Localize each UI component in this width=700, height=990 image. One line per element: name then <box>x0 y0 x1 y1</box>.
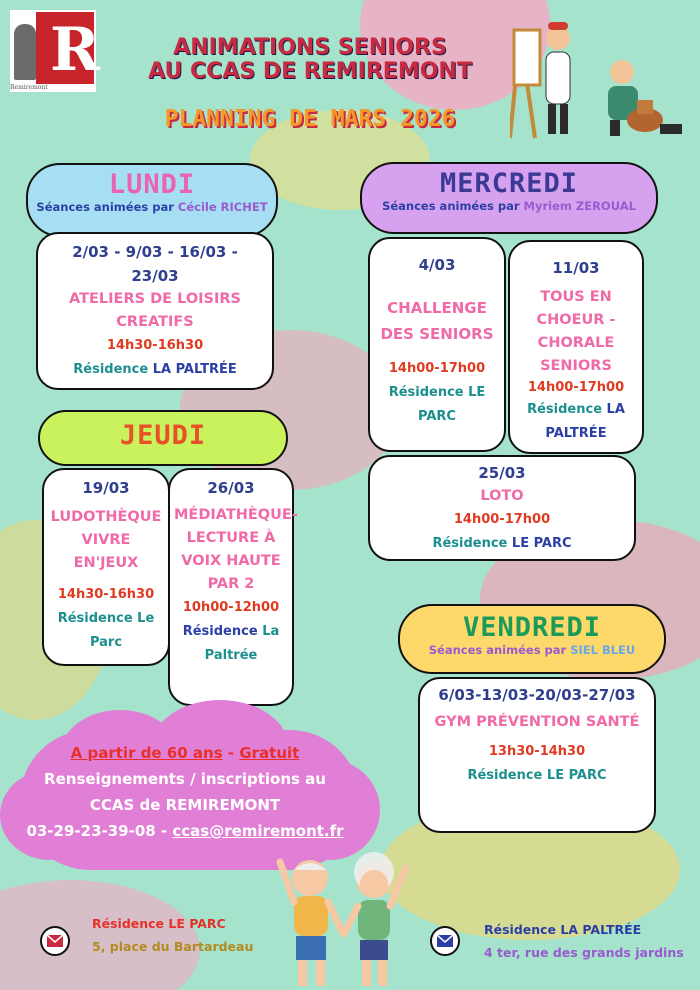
thursday-label: JEUDI <box>119 420 207 451</box>
page-title-line1: ANIMATIONS SENIORS <box>173 35 447 60</box>
wednesday-card-2 <box>508 240 644 454</box>
friday-title: GYM PRÉVENTION SANTÉ <box>434 714 640 730</box>
email-link[interactable]: ccas@remiremont.fr <box>172 822 344 840</box>
info-line-2: Renseignements / inscriptions au <box>44 770 326 788</box>
wednesday-event-1-place: Résidence LE PARC <box>388 385 486 424</box>
address-la-paltree <box>484 918 684 964</box>
page-subtitle: PLANNING DE MARS 2026 <box>164 106 456 132</box>
wednesday-event-2-title: TOUS EN CHOEUR - CHORALE SENIORS <box>536 289 616 374</box>
logo-caption: Remiremont <box>10 84 48 91</box>
wednesday-event-3-time: 14h00-17h00 <box>453 512 551 527</box>
monday-dates: 2/03 - 9/03 - 16/03 - 23/03 <box>72 243 238 285</box>
wednesday-label: MERCREDI <box>439 168 579 199</box>
wednesday-event-1-title: CHALLENGE DES SENIORS <box>380 299 494 343</box>
thursday-card-1 <box>42 468 170 666</box>
mail-icon-la-paltree <box>430 926 460 956</box>
monday-header <box>26 163 278 237</box>
monday-place: Résidence LA PALTRÉE <box>73 362 237 377</box>
thursday-card-2 <box>168 468 298 706</box>
address-le-parc-name: Résidence LE PARC <box>92 916 226 931</box>
info-line-4: 03-29-23-39-08 - ccas@remiremont.fr <box>26 822 344 840</box>
friday-dates: 6/03-13/03-20/03-27/03 <box>438 686 636 704</box>
thursday-event-1-place: Résidence Le Parc <box>57 611 155 650</box>
wednesday-event-2-date: 11/03 <box>552 259 600 277</box>
page-title-line2: AU CCAS DE REMIREMONT <box>148 59 472 84</box>
seniors-illustration <box>270 848 420 988</box>
thursday-event-1-title: LUDOTHÈQUE VIVRE EN'JEUX <box>50 509 162 571</box>
thursday-event-2-time: 10h00-12h00 <box>182 600 280 615</box>
wednesday-event-1-time: 14h00-17h00 <box>388 361 486 376</box>
wednesday-event-1-date: 4/03 <box>418 256 456 274</box>
address-la-paltree-name: Résidence LA PALTRÉE <box>484 922 642 937</box>
wednesday-event-2-place: Résidence LA PALTRÉE <box>527 402 625 441</box>
address-le-parc <box>92 912 253 958</box>
thursday-event-2-title: MÉDIATHÈQUE-LECTURE À VOIX HAUTE PAR 2 <box>174 507 298 592</box>
thursday-event-2-place: Résidence La Paltrée <box>182 624 280 663</box>
wednesday-card-1 <box>368 237 506 452</box>
friday-header <box>398 604 666 674</box>
thursday-event-1-date: 19/03 <box>82 479 130 497</box>
friday-place: Résidence LE PARC <box>467 768 607 783</box>
wednesday-event-3-title: LOTO <box>480 488 524 504</box>
friday-animator: Séances animées par SIEL BLEU <box>428 643 636 657</box>
wednesday-card-3 <box>368 455 636 561</box>
painter-illustration <box>510 20 690 140</box>
address-le-parc-street: 5, place du Bartardeau <box>92 939 254 954</box>
monday-animator: Séances animées par Cécile RICHET <box>36 200 268 214</box>
monday-title: ATELIERS DE LOISIRS CREATIFS <box>69 291 241 330</box>
info-text <box>20 740 350 844</box>
wednesday-event-2-time: 14h00-17h00 <box>527 380 625 395</box>
thursday-event-1-time: 14h30-16h30 <box>57 587 155 602</box>
info-line-1: A partir de 60 ans - Gratuit <box>70 744 300 762</box>
logo: R Remiremont <box>10 10 96 92</box>
thursday-header <box>38 410 288 466</box>
mail-icon-le-parc <box>40 926 70 956</box>
friday-label: VENDREDI <box>462 612 602 643</box>
info-line-3: CCAS de REMIREMONT <box>89 796 281 814</box>
monday-label: LUNDI <box>108 169 196 200</box>
wednesday-animator: Séances animées par Myriem ZEROUAL <box>382 199 636 213</box>
monday-card <box>36 232 274 390</box>
thursday-event-2-date: 26/03 <box>207 479 255 497</box>
friday-time: 13h30-14h30 <box>488 744 586 759</box>
monday-time: 14h30-16h30 <box>106 338 204 353</box>
friday-card <box>418 677 656 833</box>
wednesday-header <box>360 162 658 234</box>
address-la-paltree-street: 4 ter, rue des grands jardins <box>484 945 684 960</box>
wednesday-event-3-place: Résidence LE PARC <box>432 536 572 551</box>
wednesday-event-3-date: 25/03 <box>478 464 526 482</box>
